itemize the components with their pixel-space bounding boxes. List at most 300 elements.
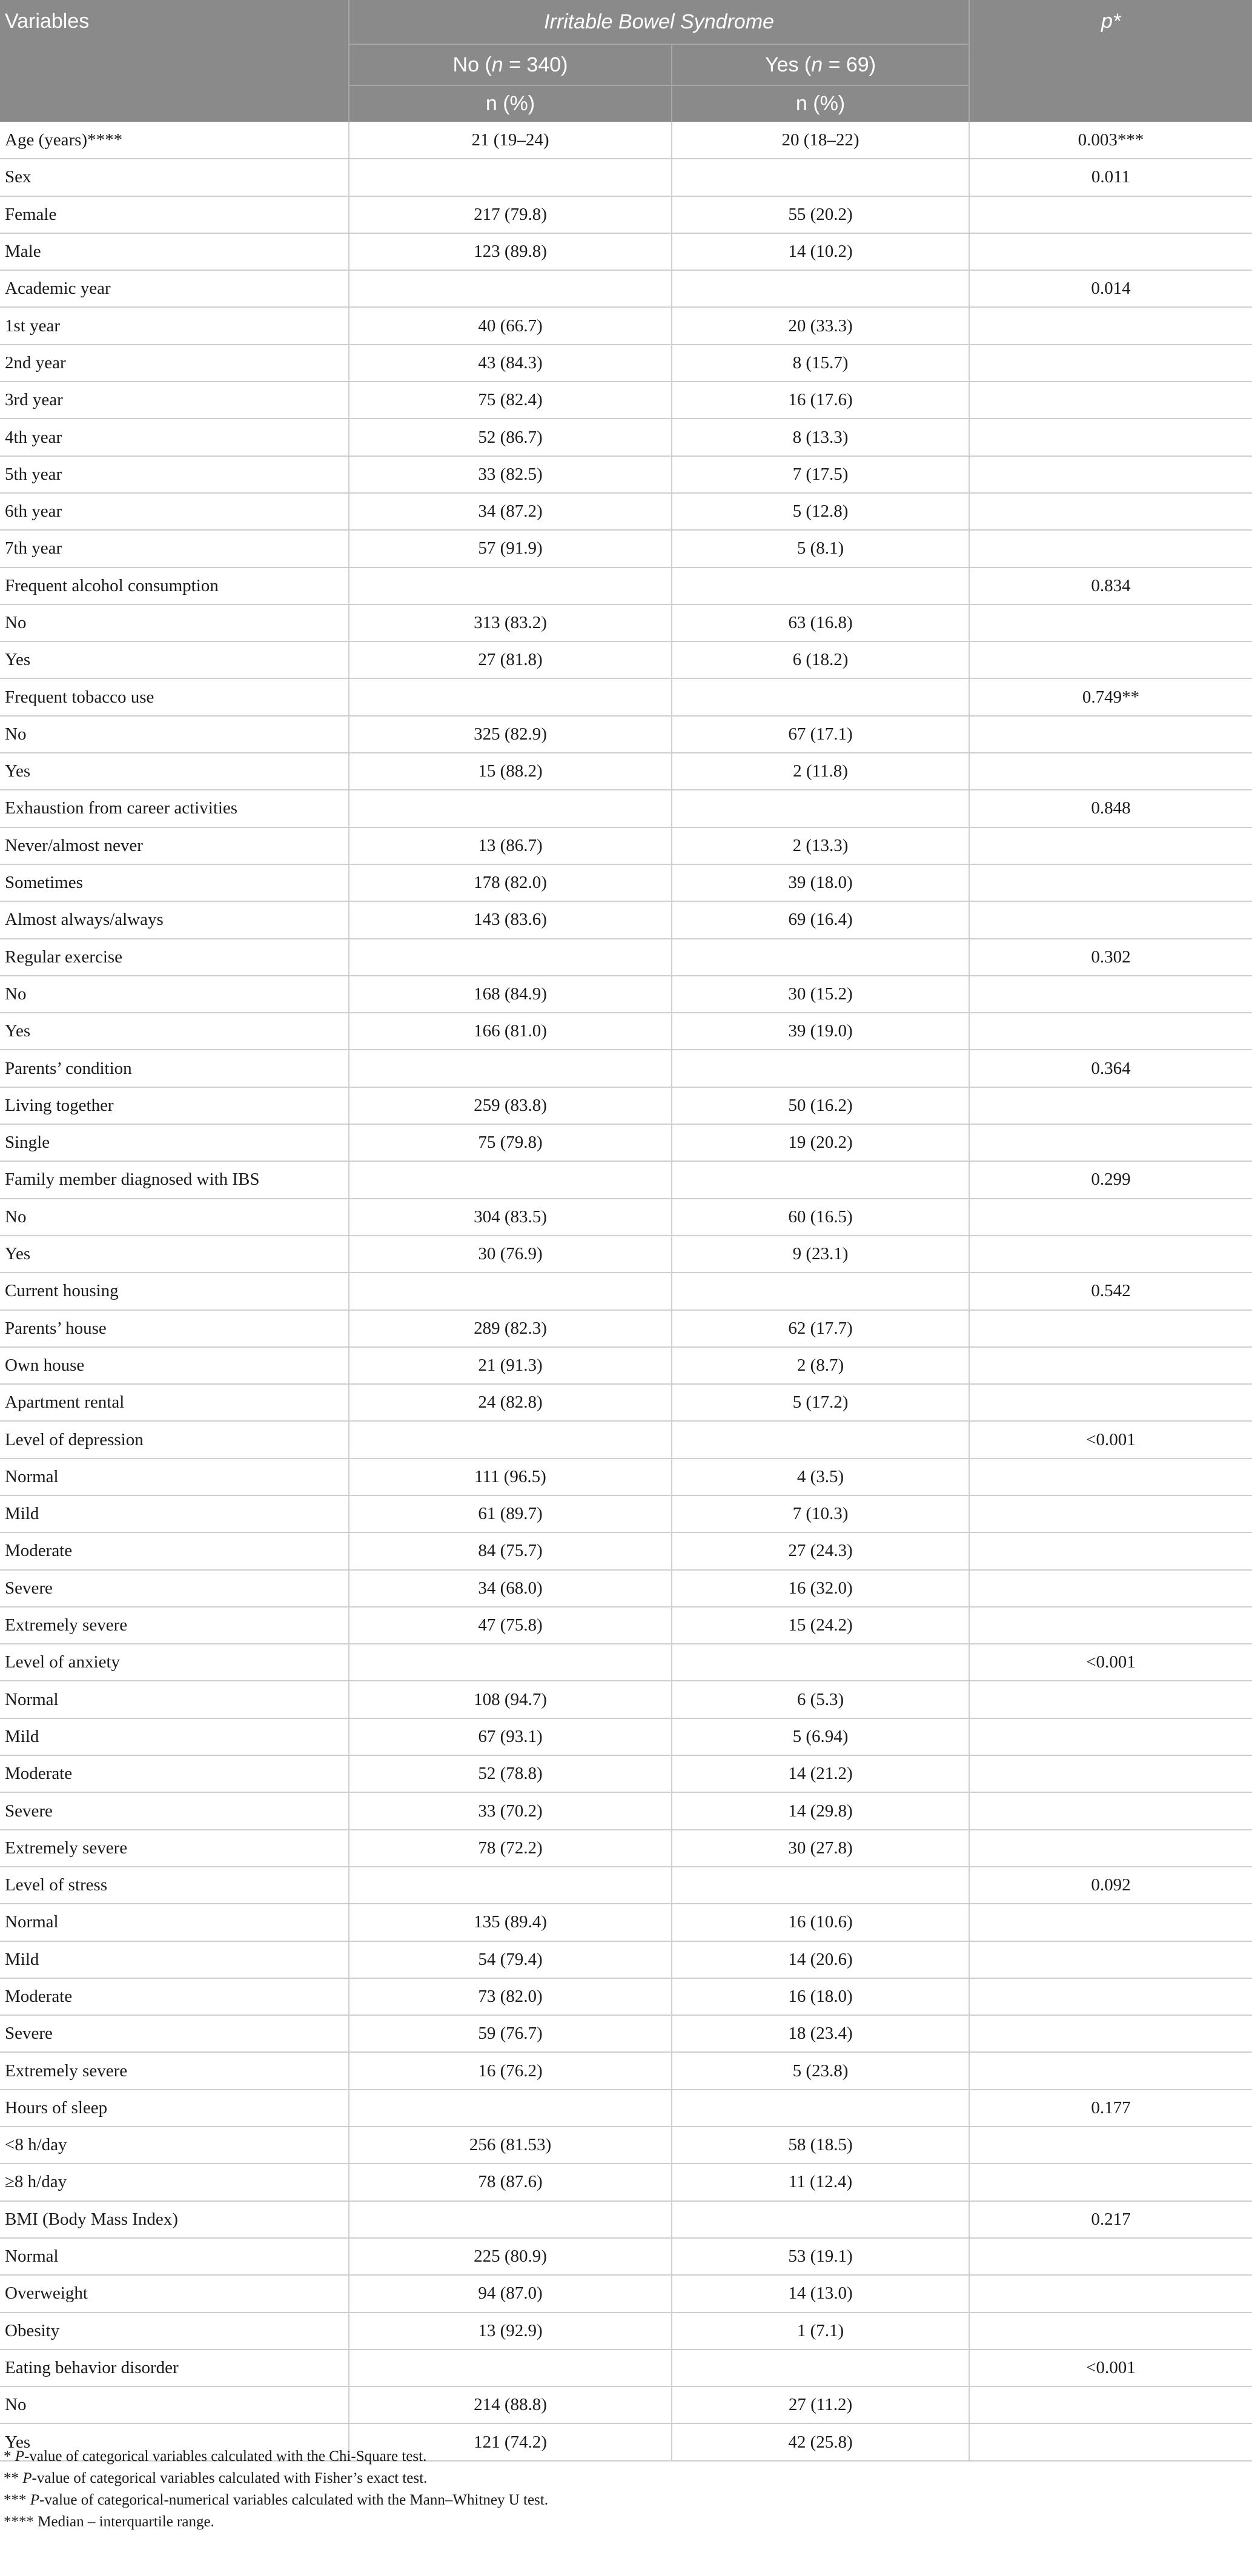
table-row bbox=[0, 1978, 1252, 2015]
cell-p bbox=[969, 233, 1252, 270]
cell-p bbox=[969, 827, 1252, 864]
row-label: Parents’ house bbox=[0, 1310, 349, 1347]
row-label: Mild bbox=[0, 1941, 349, 1978]
cell-no: 21 (91.3) bbox=[349, 1347, 672, 1384]
cell-no: 123 (89.8) bbox=[349, 233, 672, 270]
table-row bbox=[0, 1459, 1252, 1495]
cell-no: 57 (91.9) bbox=[349, 530, 672, 567]
cell-yes: 16 (32.0) bbox=[672, 1570, 969, 1607]
row-label: Moderate bbox=[0, 1978, 349, 2015]
cell-p: 0.092 bbox=[969, 1867, 1252, 1904]
footnote-emphasis: P bbox=[22, 2470, 32, 2486]
table-row bbox=[0, 1681, 1252, 1718]
table-row bbox=[0, 2275, 1252, 2312]
table-row bbox=[0, 1384, 1252, 1421]
row-label: No bbox=[0, 976, 349, 1013]
table-row bbox=[0, 159, 1252, 196]
cell-no: 52 (78.8) bbox=[349, 1755, 672, 1792]
cell-p bbox=[969, 1830, 1252, 1867]
cell-p bbox=[969, 1310, 1252, 1347]
cell-yes: 42 (25.8) bbox=[672, 2423, 969, 2460]
cell-no: 33 (82.5) bbox=[349, 456, 672, 493]
cell-no: 75 (82.4) bbox=[349, 382, 672, 419]
row-label: Never/almost never bbox=[0, 827, 349, 864]
cell-no: 75 (79.8) bbox=[349, 1124, 672, 1161]
table-row bbox=[0, 1236, 1252, 1273]
cell-yes: 58 (18.5) bbox=[672, 2127, 969, 2164]
cell-no bbox=[349, 2201, 672, 2238]
cell-p bbox=[969, 716, 1252, 753]
row-label: Apartment rental bbox=[0, 1384, 349, 1421]
row-label: 5th year bbox=[0, 456, 349, 493]
cell-p: <0.001 bbox=[969, 2349, 1252, 2386]
table-row bbox=[0, 2015, 1252, 2052]
cell-p bbox=[969, 1124, 1252, 1161]
cell-no: 61 (89.7) bbox=[349, 1495, 672, 1532]
cell-yes bbox=[672, 270, 969, 307]
table-row bbox=[0, 1532, 1252, 1569]
row-label: Level of depression bbox=[0, 1421, 349, 1458]
cell-yes: 5 (6.94) bbox=[672, 1718, 969, 1755]
cell-yes: 11 (12.4) bbox=[672, 2164, 969, 2200]
cell-no bbox=[349, 2090, 672, 2127]
table-header bbox=[0, 0, 1252, 122]
footnote-mark: * bbox=[4, 2448, 12, 2465]
cell-no: 313 (83.2) bbox=[349, 604, 672, 641]
cell-yes: 6 (18.2) bbox=[672, 641, 969, 678]
cell-p bbox=[969, 493, 1252, 530]
cell-no bbox=[349, 939, 672, 976]
cell-yes bbox=[672, 2090, 969, 2127]
cell-yes: 14 (29.8) bbox=[672, 1792, 969, 1829]
row-label: Severe bbox=[0, 1570, 349, 1607]
row-label: Normal bbox=[0, 1681, 349, 1718]
cell-p bbox=[969, 530, 1252, 567]
cell-yes bbox=[672, 790, 969, 827]
cell-yes bbox=[672, 1644, 969, 1681]
cell-yes bbox=[672, 1161, 969, 1198]
cell-no: 108 (94.7) bbox=[349, 1681, 672, 1718]
cell-p bbox=[969, 2164, 1252, 2200]
row-label: Single bbox=[0, 1124, 349, 1161]
cell-p bbox=[969, 976, 1252, 1013]
cell-yes: 2 (11.8) bbox=[672, 753, 969, 790]
cell-yes bbox=[672, 2349, 969, 2386]
row-label: Yes bbox=[0, 641, 349, 678]
cell-yes bbox=[672, 159, 969, 196]
cell-no: 47 (75.8) bbox=[349, 1607, 672, 1644]
cell-no: 289 (82.3) bbox=[349, 1310, 672, 1347]
row-label: No bbox=[0, 716, 349, 753]
row-label: Regular exercise bbox=[0, 939, 349, 976]
cell-no: 325 (82.9) bbox=[349, 716, 672, 753]
cell-no: 73 (82.0) bbox=[349, 1978, 672, 2015]
header-group: Irritable Bowel Syndrome bbox=[349, 0, 969, 44]
footnote-text: -value of categorical variables calculated with the Chi-Square test. bbox=[24, 2448, 427, 2465]
cell-no: 84 (75.7) bbox=[349, 1532, 672, 1569]
cell-p bbox=[969, 1681, 1252, 1718]
cell-no: 30 (76.9) bbox=[349, 1236, 672, 1273]
cell-p bbox=[969, 2313, 1252, 2349]
cell-p bbox=[969, 2052, 1252, 2089]
cell-yes bbox=[672, 1421, 969, 1458]
footnote-mark: *** bbox=[4, 2492, 27, 2508]
cell-yes: 16 (17.6) bbox=[672, 382, 969, 419]
cell-no bbox=[349, 1867, 672, 1904]
footnote-emphasis: P bbox=[30, 2492, 40, 2508]
cell-yes: 7 (10.3) bbox=[672, 1495, 969, 1532]
cell-p bbox=[969, 1495, 1252, 1532]
table-row bbox=[0, 1273, 1252, 1310]
header-p: p* bbox=[969, 0, 1252, 122]
table-row bbox=[0, 939, 1252, 976]
cell-p: 0.542 bbox=[969, 1273, 1252, 1310]
cell-p: 0.364 bbox=[969, 1050, 1252, 1087]
table-row bbox=[0, 1124, 1252, 1161]
table-row bbox=[0, 2313, 1252, 2349]
table-row bbox=[0, 2349, 1252, 2386]
table-row bbox=[0, 382, 1252, 419]
cell-no: 13 (86.7) bbox=[349, 827, 672, 864]
row-label: No bbox=[0, 1199, 349, 1236]
row-label: Obesity bbox=[0, 2313, 349, 2349]
table-row bbox=[0, 716, 1252, 753]
footnote bbox=[4, 2489, 548, 2511]
cell-yes: 20 (33.3) bbox=[672, 307, 969, 344]
cell-yes: 2 (8.7) bbox=[672, 1347, 969, 1384]
table-row bbox=[0, 233, 1252, 270]
cell-yes: 20 (18–22) bbox=[672, 122, 969, 159]
cell-p bbox=[969, 753, 1252, 790]
header-no-group: No (n = 340) bbox=[349, 44, 672, 85]
table-row bbox=[0, 1941, 1252, 1978]
row-label: Yes bbox=[0, 1013, 349, 1050]
cell-no bbox=[349, 790, 672, 827]
cell-p: 0.749** bbox=[969, 678, 1252, 715]
cell-yes: 5 (12.8) bbox=[672, 493, 969, 530]
row-label: Age (years)**** bbox=[0, 122, 349, 159]
row-label: Severe bbox=[0, 1792, 349, 1829]
table-row bbox=[0, 976, 1252, 1013]
cell-no bbox=[349, 1644, 672, 1681]
footnote bbox=[4, 2446, 426, 2468]
cell-p bbox=[969, 1347, 1252, 1384]
cell-no bbox=[349, 1273, 672, 1310]
row-label: Living together bbox=[0, 1087, 349, 1124]
cell-p: 0.014 bbox=[969, 270, 1252, 307]
row-label: Current housing bbox=[0, 1273, 349, 1310]
cell-p bbox=[969, 1978, 1252, 2015]
cell-p bbox=[969, 1236, 1252, 1273]
table-row bbox=[0, 1904, 1252, 1941]
cell-yes: 27 (24.3) bbox=[672, 1532, 969, 1569]
cell-no: 21 (19–24) bbox=[349, 122, 672, 159]
cell-yes: 53 (19.1) bbox=[672, 2238, 969, 2275]
cell-yes: 30 (27.8) bbox=[672, 1830, 969, 1867]
table-row bbox=[0, 2201, 1252, 2238]
cell-p bbox=[969, 1384, 1252, 1421]
row-label: BMI (Body Mass Index) bbox=[0, 2201, 349, 2238]
cell-yes: 14 (21.2) bbox=[672, 1755, 969, 1792]
footnote-mark: ** bbox=[4, 2470, 19, 2486]
footnote-mark: **** bbox=[4, 2514, 34, 2530]
table-row bbox=[0, 1644, 1252, 1681]
cell-p bbox=[969, 196, 1252, 233]
row-label: Male bbox=[0, 233, 349, 270]
cell-p bbox=[969, 864, 1252, 901]
cell-yes: 55 (20.2) bbox=[672, 196, 969, 233]
cell-no: 34 (68.0) bbox=[349, 1570, 672, 1607]
cell-yes: 7 (17.5) bbox=[672, 456, 969, 493]
table-row bbox=[0, 196, 1252, 233]
cell-yes: 4 (3.5) bbox=[672, 1459, 969, 1495]
cell-yes: 39 (19.0) bbox=[672, 1013, 969, 1050]
row-label: ≥8 h/day bbox=[0, 2164, 349, 2200]
cell-p bbox=[969, 1904, 1252, 1941]
table-row bbox=[0, 641, 1252, 678]
table-row bbox=[0, 864, 1252, 901]
cell-p: 0.217 bbox=[969, 2201, 1252, 2238]
cell-no bbox=[349, 568, 672, 604]
table-row bbox=[0, 1867, 1252, 1904]
header-variables: Variables bbox=[0, 0, 349, 122]
cell-no: 259 (83.8) bbox=[349, 1087, 672, 1124]
cell-no bbox=[349, 2349, 672, 2386]
row-label: Mild bbox=[0, 1495, 349, 1532]
row-label: <8 h/day bbox=[0, 2127, 349, 2164]
row-label: Eating behavior disorder bbox=[0, 2349, 349, 2386]
cell-p bbox=[969, 1607, 1252, 1644]
cell-no: 52 (86.7) bbox=[349, 419, 672, 455]
cell-no bbox=[349, 678, 672, 715]
cell-yes: 19 (20.2) bbox=[672, 1124, 969, 1161]
table-row bbox=[0, 827, 1252, 864]
footnote-text: -value of categorical variables calculated with Fisher’s exact test. bbox=[31, 2470, 428, 2486]
row-label: 6th year bbox=[0, 493, 349, 530]
cell-p bbox=[969, 1718, 1252, 1755]
cell-p bbox=[969, 2127, 1252, 2164]
row-label: Moderate bbox=[0, 1755, 349, 1792]
cell-no bbox=[349, 1161, 672, 1198]
table-row bbox=[0, 1050, 1252, 1087]
cell-yes: 8 (13.3) bbox=[672, 419, 969, 455]
cell-yes: 39 (18.0) bbox=[672, 864, 969, 901]
header-unit-yes: n (%) bbox=[672, 85, 969, 122]
header-unit-no: n (%) bbox=[349, 85, 672, 122]
footnote-text: -value of categorical-numerical variables calculated with the Mann–Whitney U test. bbox=[39, 2492, 548, 2508]
header-yes-group: Yes (n = 69) bbox=[672, 44, 969, 85]
table-row bbox=[0, 1792, 1252, 1829]
cell-p bbox=[969, 382, 1252, 419]
cell-p bbox=[969, 1532, 1252, 1569]
table-row bbox=[0, 2090, 1252, 2127]
row-label: 2nd year bbox=[0, 345, 349, 382]
cell-yes bbox=[672, 2201, 969, 2238]
row-label: Hours of sleep bbox=[0, 2090, 349, 2127]
cell-p bbox=[969, 1199, 1252, 1236]
row-label: Yes bbox=[0, 2423, 349, 2460]
row-label: Sometimes bbox=[0, 864, 349, 901]
cell-no: 13 (92.9) bbox=[349, 2313, 672, 2349]
row-label: Yes bbox=[0, 753, 349, 790]
row-label: 3rd year bbox=[0, 382, 349, 419]
row-label: Extremely severe bbox=[0, 1607, 349, 1644]
table-row bbox=[0, 1607, 1252, 1644]
table-row bbox=[0, 1830, 1252, 1867]
cell-no bbox=[349, 270, 672, 307]
table-row bbox=[0, 1495, 1252, 1532]
cell-yes: 27 (11.2) bbox=[672, 2386, 969, 2423]
row-label: No bbox=[0, 604, 349, 641]
cell-yes: 14 (13.0) bbox=[672, 2275, 969, 2312]
table-row bbox=[0, 2386, 1252, 2423]
table-row bbox=[0, 1310, 1252, 1347]
table-row bbox=[0, 493, 1252, 530]
cell-yes: 63 (16.8) bbox=[672, 604, 969, 641]
row-label: Moderate bbox=[0, 1532, 349, 1569]
row-label: Overweight bbox=[0, 2275, 349, 2312]
cell-no: 143 (83.6) bbox=[349, 901, 672, 938]
cell-yes: 5 (8.1) bbox=[672, 530, 969, 567]
cell-p bbox=[969, 456, 1252, 493]
cell-p: 0.834 bbox=[969, 568, 1252, 604]
cell-p bbox=[969, 1570, 1252, 1607]
cell-p bbox=[969, 307, 1252, 344]
cell-no: 135 (89.4) bbox=[349, 1904, 672, 1941]
cell-yes: 14 (10.2) bbox=[672, 233, 969, 270]
cell-yes: 67 (17.1) bbox=[672, 716, 969, 753]
table-row bbox=[0, 1570, 1252, 1607]
row-label: Extremely severe bbox=[0, 2052, 349, 2089]
table-row bbox=[0, 678, 1252, 715]
cell-p: 0.848 bbox=[969, 790, 1252, 827]
table-row bbox=[0, 2052, 1252, 2089]
row-label: Level of anxiety bbox=[0, 1644, 349, 1681]
row-label: Frequent tobacco use bbox=[0, 678, 349, 715]
cell-p bbox=[969, 641, 1252, 678]
table-row bbox=[0, 1161, 1252, 1198]
row-label: Own house bbox=[0, 1347, 349, 1384]
table-row bbox=[0, 307, 1252, 344]
table-row bbox=[0, 122, 1252, 159]
cell-p bbox=[969, 2386, 1252, 2423]
cell-p bbox=[969, 2238, 1252, 2275]
cell-yes bbox=[672, 568, 969, 604]
cell-yes: 60 (16.5) bbox=[672, 1199, 969, 1236]
cell-p bbox=[969, 1941, 1252, 1978]
row-label: 4th year bbox=[0, 419, 349, 455]
cell-no bbox=[349, 159, 672, 196]
cell-no bbox=[349, 1050, 672, 1087]
cell-p bbox=[969, 345, 1252, 382]
cell-yes: 62 (17.7) bbox=[672, 1310, 969, 1347]
row-label: Exhaustion from career activities bbox=[0, 790, 349, 827]
row-label: Female bbox=[0, 196, 349, 233]
table-row bbox=[0, 2164, 1252, 2200]
cell-p bbox=[969, 1792, 1252, 1829]
cell-p: 0.177 bbox=[969, 2090, 1252, 2127]
footnote-text: Median – interquartile range. bbox=[38, 2514, 214, 2530]
row-label: Sex bbox=[0, 159, 349, 196]
cell-yes: 14 (20.6) bbox=[672, 1941, 969, 1978]
cell-no: 43 (84.3) bbox=[349, 345, 672, 382]
table-row bbox=[0, 753, 1252, 790]
cell-no: 168 (84.9) bbox=[349, 976, 672, 1013]
footnote bbox=[4, 2468, 427, 2489]
cell-yes: 16 (18.0) bbox=[672, 1978, 969, 2015]
table-row bbox=[0, 270, 1252, 307]
cell-p: 0.299 bbox=[969, 1161, 1252, 1198]
table-row bbox=[0, 1718, 1252, 1755]
row-label: Yes bbox=[0, 1236, 349, 1273]
cell-yes: 8 (15.7) bbox=[672, 345, 969, 382]
cell-no: 15 (88.2) bbox=[349, 753, 672, 790]
cell-no: 24 (82.8) bbox=[349, 1384, 672, 1421]
cell-no: 256 (81.53) bbox=[349, 2127, 672, 2164]
cell-yes bbox=[672, 1050, 969, 1087]
row-label: Almost always/always bbox=[0, 901, 349, 938]
table-row bbox=[0, 790, 1252, 827]
cell-p bbox=[969, 419, 1252, 455]
cell-no: 27 (81.8) bbox=[349, 641, 672, 678]
cell-no: 34 (87.2) bbox=[349, 493, 672, 530]
cell-p bbox=[969, 2275, 1252, 2312]
footnote-emphasis: P bbox=[15, 2448, 25, 2465]
cell-no: 217 (79.8) bbox=[349, 196, 672, 233]
row-label: Normal bbox=[0, 1459, 349, 1495]
table-row bbox=[0, 1087, 1252, 1124]
cell-p: <0.001 bbox=[969, 1421, 1252, 1458]
cell-yes: 2 (13.3) bbox=[672, 827, 969, 864]
cell-p: 0.302 bbox=[969, 939, 1252, 976]
table-row bbox=[0, 901, 1252, 938]
row-label: 1st year bbox=[0, 307, 349, 344]
cell-yes: 50 (16.2) bbox=[672, 1087, 969, 1124]
cell-yes bbox=[672, 939, 969, 976]
cell-yes: 1 (7.1) bbox=[672, 2313, 969, 2349]
cell-no: 166 (81.0) bbox=[349, 1013, 672, 1050]
cell-yes: 5 (23.8) bbox=[672, 2052, 969, 2089]
cell-no: 214 (88.8) bbox=[349, 2386, 672, 2423]
cell-no: 16 (76.2) bbox=[349, 2052, 672, 2089]
cell-yes: 6 (5.3) bbox=[672, 1681, 969, 1718]
cell-no: 78 (87.6) bbox=[349, 2164, 672, 2200]
cell-no: 178 (82.0) bbox=[349, 864, 672, 901]
row-label: Extremely severe bbox=[0, 1830, 349, 1867]
row-label: Mild bbox=[0, 1718, 349, 1755]
cell-p: 0.011 bbox=[969, 159, 1252, 196]
cell-no: 111 (96.5) bbox=[349, 1459, 672, 1495]
cell-p: 0.003*** bbox=[969, 122, 1252, 159]
cell-no: 304 (83.5) bbox=[349, 1199, 672, 1236]
row-label: Level of stress bbox=[0, 1867, 349, 1904]
cell-yes: 30 (15.2) bbox=[672, 976, 969, 1013]
cell-p bbox=[969, 1755, 1252, 1792]
cell-yes: 16 (10.6) bbox=[672, 1904, 969, 1941]
cell-no: 33 (70.2) bbox=[349, 1792, 672, 1829]
table-row bbox=[0, 456, 1252, 493]
table-row bbox=[0, 1755, 1252, 1792]
cell-p bbox=[969, 2423, 1252, 2460]
row-label: Family member diagnosed with IBS bbox=[0, 1161, 349, 1198]
cell-p bbox=[969, 1459, 1252, 1495]
row-label: Academic year bbox=[0, 270, 349, 307]
cell-yes: 5 (17.2) bbox=[672, 1384, 969, 1421]
cell-yes bbox=[672, 678, 969, 715]
cell-yes: 18 (23.4) bbox=[672, 2015, 969, 2052]
row-label: Severe bbox=[0, 2015, 349, 2052]
cell-no: 225 (80.9) bbox=[349, 2238, 672, 2275]
